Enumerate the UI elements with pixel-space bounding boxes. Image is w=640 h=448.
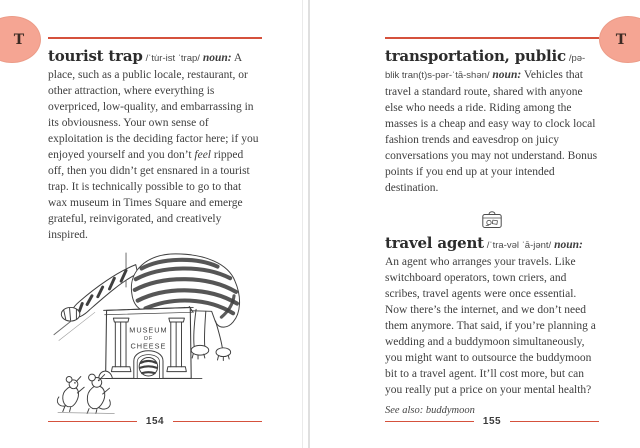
footer-rule [173, 421, 262, 422]
headword: travel agent [385, 234, 484, 252]
definition-emphasis: feel [194, 149, 211, 161]
museum-sign-line1: MUSEUM [129, 325, 168, 335]
part-of-speech: noun: [202, 52, 232, 64]
entry-travel-agent [385, 235, 599, 398]
page-number: 154 [145, 416, 165, 427]
see-also-term: buddymoon [425, 405, 475, 416]
definition-text: Vehicles that travel a standard route, shared with anyone else who needs a ride. Riding among the masses is a cheap and easy way to clock local fashion trends and eavesdrop on juicy conversations you may not understand. Bonus points if you end up at your intended destination. [385, 69, 598, 194]
suitcase-icon [480, 208, 504, 231]
letter-tab-right [599, 16, 640, 63]
page-footer-left [48, 416, 262, 427]
definition-text: ripped off, then you didn’t get ensnared in a tourist trap. It is technically possible to go to that wax museum in Times Square and emerge grateful, reinvigorated, and creatively inspired. [48, 149, 250, 241]
pronunciation: /ˈtu̇r-ist ˈtrap/ [145, 53, 200, 64]
pronunciation: /pə-blik tran(t)s-pər-ˈtā-shən/ [385, 53, 586, 81]
mice-figures [57, 374, 114, 413]
headword: transportation, public [385, 47, 566, 65]
footer-rule [385, 421, 474, 422]
cat-museum-illustration [52, 251, 310, 431]
museum-sign-line2: OF [143, 336, 154, 343]
footer-rule [48, 421, 137, 422]
pronunciation: /ˈtra-vəl ˈā-jənt/ [486, 240, 552, 251]
entry-top-rule [385, 37, 599, 39]
entry-tourist-trap [48, 48, 262, 243]
headword: tourist trap [48, 47, 143, 65]
entry-top-rule [48, 37, 262, 39]
part-of-speech: noun: [554, 239, 583, 251]
part-of-speech: noun: [492, 69, 522, 81]
definition-text: An agent who arranges your travels. Like switchboard operators, town criers, and scribes, travel agents were once essential. Now there’s the internet, and we don’t need them anymore. That said, if you’re planning a wedding and a buddymoon simultaneously, you might want to outsource the buddymoon bit to a travel agent. It’ll cost more, but can you really put a price on your mental health? [385, 256, 596, 396]
see-also-label: See also: [385, 405, 424, 416]
letter-tab-label: T [13, 31, 25, 48]
museum-figure [97, 307, 202, 378]
entry-transportation-public [385, 48, 599, 196]
page-footer-right [385, 416, 599, 427]
letter-tab-left [0, 16, 41, 63]
right-page [385, 0, 599, 448]
letter-tab-label: T [615, 31, 627, 48]
footer-rule [510, 421, 599, 422]
museum-sign-line3: CHEESE [130, 341, 167, 351]
left-page [48, 0, 262, 448]
definition-text: A place, such as a public locale, restaurant, or other attraction, where everything is overpriced, low-quality, and embarrassing in its obviousness. Your own sense of exploitation is the deciding factor here; if you enjoyed yourself and you don’t [48, 52, 259, 161]
page-number: 155 [482, 416, 502, 427]
